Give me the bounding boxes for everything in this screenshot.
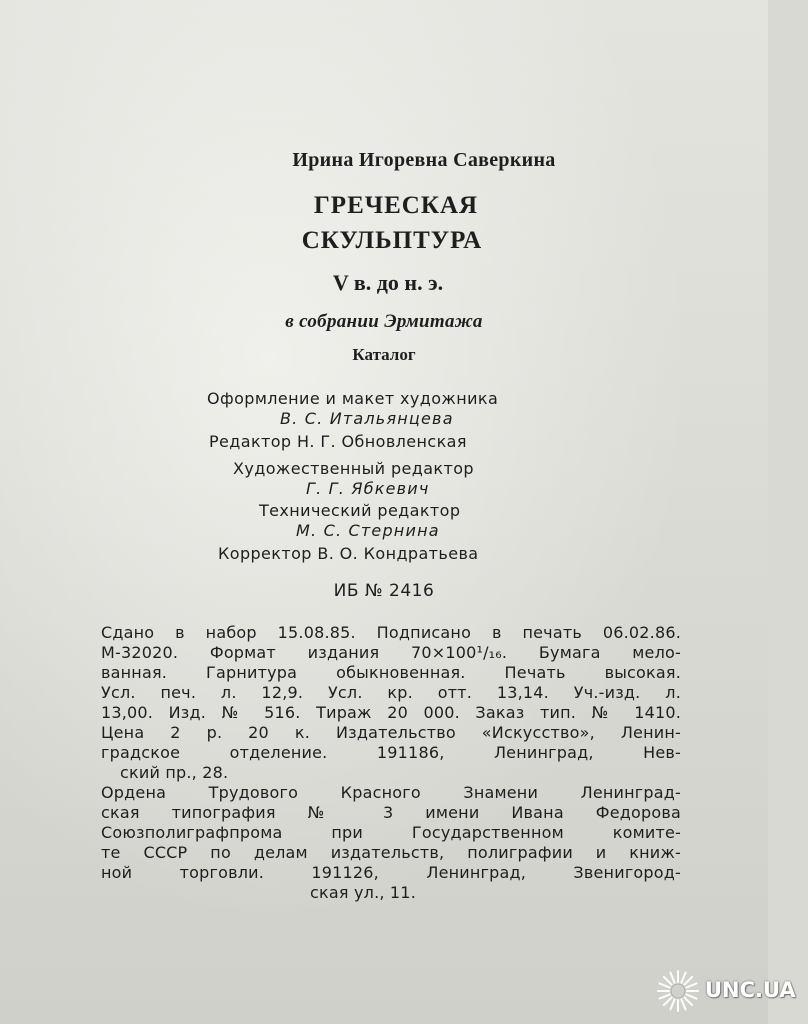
- catalog-label: Каталог: [352, 345, 416, 364]
- credit-proofreader: Корректор В. О. Кондратьева: [218, 544, 479, 563]
- credit-design-name: В. С. Итальянцева: [280, 409, 454, 428]
- imprint-line: ская ул., 11.: [310, 883, 416, 902]
- ib-number: ИБ № 2416: [333, 581, 435, 601]
- credit-art-editor-role: Художественный редактор: [233, 459, 474, 478]
- credit-tech-editor-name: М. С. Стернина: [296, 521, 440, 540]
- author-name: Ирина Игоревна Саверкина: [292, 149, 556, 171]
- credit-tech-editor-role: Технический редактор: [259, 501, 461, 520]
- imprint-line: те СССР по делам издательств, полиграфии и книж-: [101, 843, 681, 862]
- imprint-line: ванная. Гарнитура обыкновенная. Печать высокая.: [101, 663, 681, 682]
- title-line-1: ГРЕЧЕСКАЯ: [313, 192, 479, 219]
- credit-design-role: Оформление и макет художника: [207, 389, 499, 408]
- imprint-line: ская типография № 3 имени Ивана Федорова: [101, 803, 681, 822]
- collection-line: в собрании Эрмитажа: [285, 311, 483, 332]
- imprint-line: 13,00. Изд. № 516. Тираж 20 000. Заказ тип. № 1410.: [101, 703, 681, 722]
- credit-art-editor-name: Г. Г. Ябкевич: [306, 479, 430, 498]
- imprint-line: ский пр., 28.: [120, 763, 229, 782]
- watermark: [655, 966, 796, 1016]
- title-line-2: СКУЛЬПТУРА: [301, 227, 483, 254]
- imprint-line: градское отделение. 191186, Ленинград, Нев-: [101, 743, 681, 762]
- imprint-line: Цена 2 р. 20 к. Издательство «Искусство», Ленин-: [101, 723, 681, 742]
- watermark-text: UNC.UA: [705, 978, 796, 1002]
- imprint-line: ной торговли. 191126, Ленинград, Звенигород-: [101, 863, 681, 882]
- credit-editor: Редактор Н. Г. Обновленская: [209, 432, 467, 451]
- imprint-line: М-32020. Формат издания 70×100¹/₁₆. Бумага мело-: [101, 643, 681, 662]
- imprint-line: Усл. печ. л. 12,9. Усл. кр. отт. 13,14. Уч.-изд. л.: [101, 683, 681, 702]
- imprint-line: Сдано в набор 15.08.85. Подписано в печать 06.02.86.: [101, 623, 681, 642]
- subtitle-century: V в. до н. э.: [332, 270, 444, 295]
- imprint-line: Союзполиграфпрома при Государственном комите-: [101, 823, 681, 842]
- imprint-line: Ордена Трудового Красного Знамени Ленинград-: [101, 783, 681, 802]
- sunburst-logo-icon: [655, 968, 701, 1014]
